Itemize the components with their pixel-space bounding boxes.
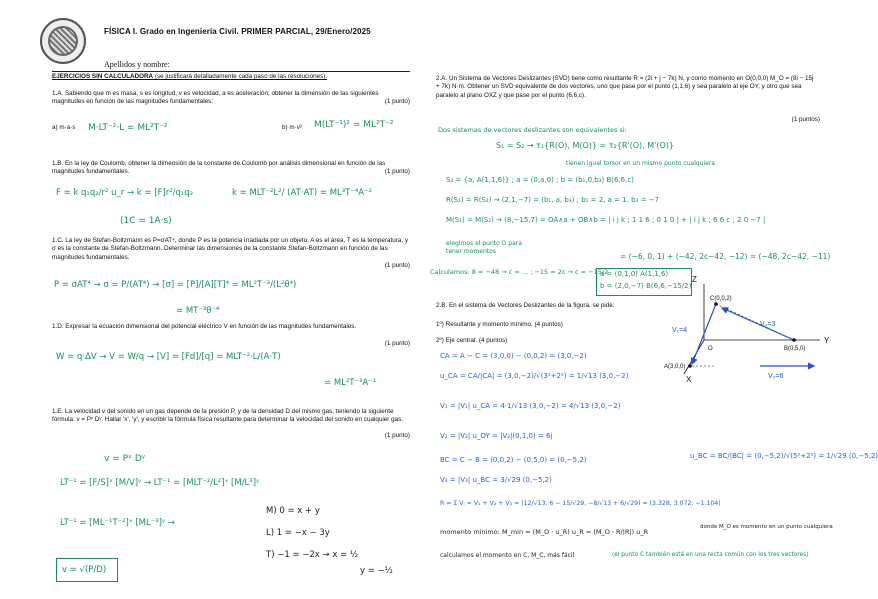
v2-label: V₂=6 xyxy=(768,373,784,380)
question-1b xyxy=(52,160,410,177)
answer-2b-line6: u_BC = BC/|BC| = (0,−5,2)/√(5²+2²) = 1/√29 (0,−5,2) xyxy=(690,452,878,460)
question-1e-points: (1 punto) xyxy=(384,432,410,439)
question-2b-item2-points: (4 puntos) xyxy=(478,337,508,344)
answer-2b-line2: u_CA = CA/|CA| = (3,0,−2)/√(3²+2²) = 1/√13 (3,0,−2) xyxy=(440,372,629,380)
answer-2a-line11: b = (2,0,−7) B(6,6,−15/2) xyxy=(600,282,692,290)
question-1b-text: 1.B. En la ley de Coulomb, obtener la dimensión de la constante de Coulomb por análisis dimensional en función de las magnitudes fundamentales. xyxy=(52,160,386,176)
question-2b-item2-text: 2º) Eje central. xyxy=(436,337,478,344)
answer-2b-line10: donde M_O es momento en un punto cualquiera xyxy=(700,524,833,530)
question-2b-item2 xyxy=(436,337,507,345)
answer-1c-line1: P = σAT⁴ → σ = P/(AT⁴) → [σ] = [P]/[A][T]⁴ = ML²T⁻³/(L²θ⁴) xyxy=(54,280,297,290)
answer-2a-line8: = (−6, 0, 1) + (−42, 2c−42, −12) = (−48, 2c−42, −11) xyxy=(620,252,831,261)
answer-1e-line7: y = −½ xyxy=(360,566,393,576)
answer-1b-line2: k = MLT⁻²L²/ (AT·AT) = ML³T⁻⁴A⁻² xyxy=(232,188,372,198)
answer-1e-line4: M) 0 = x + y xyxy=(266,506,320,516)
answer-1d-line2: = ML²T⁻³A⁻¹ xyxy=(324,378,377,388)
question-2b-item1-points: (4 puntos) xyxy=(534,321,563,328)
question-1e-text: 1.E. La velocidad v del sonido en un gas depende de la presión P, y de la densidad D del mismo gas, teniendo la siguiente fórmula: v = Pˣ Dʸ. Hallar 'x', 'y', y escribir la fórmula física resultante para determinar la velocidad del sonido en cualquier gas. xyxy=(52,408,404,424)
z-axis-label: Z xyxy=(692,275,697,284)
question-1d-text: 1.D. Expresar la ecuación dimensional del potencial eléctrico V en función de las magnitudes fundamentales. xyxy=(52,323,357,330)
answer-2a-line10: a = (0,1,0) A(1,1,6) xyxy=(600,270,669,278)
answer-2b-line4: V₂ = |V₂| u_OY = |V₂|(0,1,0) = 6j xyxy=(440,432,553,440)
x-axis xyxy=(684,340,704,374)
question-1a-item-a: a) m·a·s xyxy=(52,124,76,131)
y-axis-label: Y xyxy=(824,336,830,345)
answer-2b-line7: V₃ = |V₃| u_BC = 3/√29 (0,−5,2) xyxy=(440,476,552,484)
question-2a xyxy=(436,75,816,100)
vector-system-figure xyxy=(664,270,840,384)
answer-1e-line6: T) −1 = −2x → x = ½ xyxy=(266,550,359,560)
question-1d-points: (1 punto) xyxy=(384,340,410,347)
question-1a xyxy=(52,90,410,107)
section-note: (se justificará detalladamente cada paso de las resoluciones). xyxy=(153,73,328,80)
answer-1c-line2: = MT⁻³θ⁻⁴ xyxy=(176,306,220,316)
point-a xyxy=(688,364,692,368)
section-heading xyxy=(52,73,410,81)
answer-2b-line12: (el punto C también está en una recta común con los tres vectores) xyxy=(612,552,809,558)
answer-2b-line1: CA = A − C = (3,0,0) − (0,0,2) = (3,0,−2) xyxy=(440,352,587,360)
x-axis-label: X xyxy=(686,375,692,384)
answer-2b-line9: momento mínimo: M_min = (M_O · u_R) u_R = (M_O · R/|R|) u_R xyxy=(440,528,649,536)
answer-2b-line11: calculamos el momento en C, M_C, más fácil xyxy=(440,552,575,559)
question-2b-item1-text: 1º) Resultante y momento mínimo. xyxy=(436,321,533,328)
answer-2a-line4: S₂ = {a, A(1,1,6)} ; a = (0,a,0) ; b = (b₁,0,b₃) B(6,6,c) xyxy=(446,176,634,184)
question-1e xyxy=(52,408,410,425)
answer-1e-line1: v = Pˣ Dʸ xyxy=(104,454,146,464)
question-1c-text: 1.C. La ley de Stefan-Boltzmann es P=σAT⁴, donde P es la potencia irradiada por un objeto, A es el área, T es la temperatura, y σ es la constante de Stefan-Boltzmann. Determinar las dimensiones de la constante Stefan-Boltzmann en función de las magnitudes fundamentales. xyxy=(52,237,408,261)
question-2b-item1 xyxy=(436,321,563,329)
name-label: Apellidos y nombre: xyxy=(104,60,170,69)
answer-1a-b: M(LT⁻¹)² = ML²T⁻² xyxy=(314,120,394,130)
answer-1a-a: M·LT⁻²·L = ML²T⁻² xyxy=(88,123,168,133)
question-2b: 2.B. En el sistema de Vectores Deslizantes de la figura, se pide: xyxy=(436,302,615,309)
answer-1e-line3: LT⁻¹ = [ML⁻¹T⁻²]ˣ [ML⁻³]ʸ → xyxy=(60,518,175,528)
question-1a-points: (1 punto) xyxy=(384,98,410,105)
answer-1b-note: (1C = 1A·s) xyxy=(120,216,172,226)
point-c xyxy=(714,302,718,306)
question-2a-text: 2.A. Un Sistema de Vectores Deslizantes (SVD) tiene como resultante R = (2i + j − 7k) N, y como momento en O(0,0,0) M_O = (8i − 15j + 7k) N·m. Obtener un SVD equivalente de dos vectores, uno que pase por el punto (1,1,6) y sea paralelo al eje OY, y otro que sea paralelo al plano OXZ y que pase por el punto (6,6,c). xyxy=(436,75,814,99)
question-2a-points: (1 puntos) xyxy=(791,116,820,123)
question-1a-text: 1.A. Sabiendo que m es masa, s es longitud, v es velocidad, a es aceleración; obtener la dimensión de las siguientes magnitudes en función de las magnitudes fundamentales: xyxy=(52,90,379,106)
origin-label: O xyxy=(708,346,713,352)
answer-1e-line2: LT⁻¹ = [F/S]ˣ [M/V]ʸ → LT⁻¹ = [MLT⁻²/L²]ˣ [M/L³]ʸ xyxy=(60,478,260,488)
answer-2b-line5: BC = C − B = (0,0,2) − (0,5,0) = (0,−5,2) xyxy=(440,456,587,464)
v1-label: V₁=4 xyxy=(672,327,688,334)
answer-2b-line8: R = Σ Vᵢ = V₁ + V₂ + V₃ = (12/√13, 6 − 15/√29, −8/√13 + 6/√29) = (3.328, 3.072, −1.104) xyxy=(440,500,721,507)
answer-1b-line1: F = k q₁q₂/r² u_r → k = [F]r²/q₁q₂ xyxy=(56,188,194,198)
section-title: EJERCICIOS SIN CALCULADORA xyxy=(52,73,154,80)
vector-v3 xyxy=(722,308,794,340)
answer-2a-line5: R(S₁) = R(S₂) → (2,1,−7) = (b₁, a, b₃) ; b₁ = 2, a = 1, b₃ = −7 xyxy=(446,196,660,204)
answer-1e-line5: L) 1 = −x − 3y xyxy=(266,528,330,538)
question-1d xyxy=(52,323,410,331)
university-seal-logo xyxy=(40,18,86,64)
question-1c-points: (1 punto) xyxy=(384,262,410,269)
question-1c xyxy=(52,237,410,262)
question-1a-item-b: b) m·v² xyxy=(282,124,302,131)
question-1b-points: (1 punto) xyxy=(384,168,410,175)
answer-2a-line7: elegimos el punto O para tener momentos xyxy=(446,240,522,255)
point-c-label: C(0,0,2) xyxy=(710,296,732,302)
answer-2a-line3: tienen igual torsor en un mismo punto cualquiera xyxy=(566,160,715,167)
answer-2a-line2: S₁ = S₂ → τ₁{R(O), M(O)} = τ₂{R'(O), M'(O)} xyxy=(496,141,674,150)
answer-2a-line6: M(S₁) = M(S₂) → (8,−15,7) = OA∧a + OB∧b = | i j k ; 1 1 6 ; 0 1 0 | + | i j k ; 6 6 c ; 2 0 −7 | xyxy=(446,216,766,224)
point-b-label: B(0,5,0) xyxy=(784,346,806,352)
v3-label: V₃=3 xyxy=(760,321,776,328)
exam-header: FÍSICA I. Grado en Ingeniería Civil. PRIMER PARCIAL, 29/Enero/2025 xyxy=(104,27,371,36)
answer-1d-line1: W = q·ΔV → V = W/q → [V] = [Fd]/[q] = MLT⁻²·L/(A·T) xyxy=(56,352,281,362)
answer-2a-line1: Dos sistemas de vectores deslizantes son equivalentes si: xyxy=(438,126,627,134)
name-line xyxy=(52,71,410,72)
point-b xyxy=(792,338,796,342)
answer-2b-line3: V₁ = |V₁| u_CA = 4·1/√13 (3,0,−2) = 4/√13 (3,0,−2) xyxy=(440,402,621,410)
answer-1e-final: v = √(P/D) xyxy=(62,565,107,575)
point-a-label: A(3,0,0) xyxy=(664,364,686,370)
answer-2a-line9: Calculamos: 8 = −48 → c = ... ; −15 = 2c → c = −15/2 xyxy=(430,268,609,276)
